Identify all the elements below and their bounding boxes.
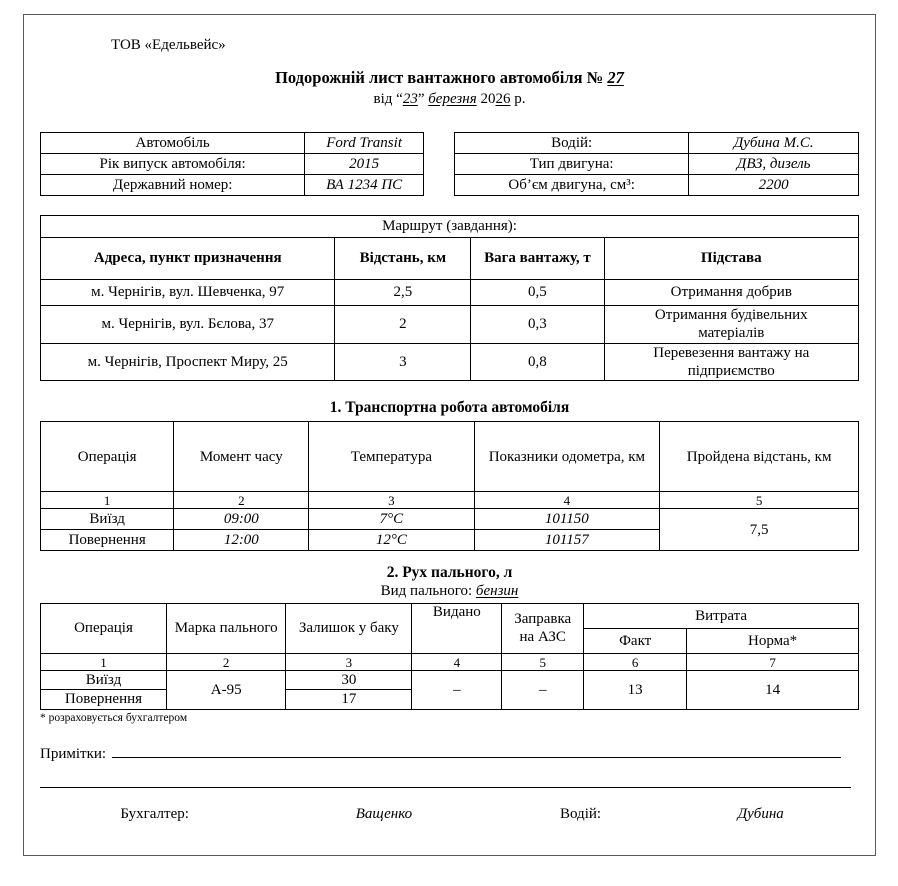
fuel-section-title: 2. Рух пального, л [386,564,513,582]
fuel-header-fact: Факт [584,629,687,654]
vehicle-row [41,133,424,154]
transport-header-temperature: Температура [309,422,474,492]
notes-blank-line-2 [40,787,851,788]
route-row [41,306,859,344]
transport-header-time: Момент часу [174,422,309,492]
fuel-header-operation: Операція [41,604,167,654]
vehicle-label: Автомобіль [41,133,305,154]
transport-cell-odometer: 101157 [474,530,660,551]
route-cell-address: м. Чернігів, вул. Бєлова, 37 [41,306,335,344]
fuel-cell-operation: Виїзд [41,671,167,690]
date-day: 23 [402,91,418,107]
driver-row [455,154,859,175]
fuel-table [40,603,859,710]
driver-label: Водій: [455,133,689,154]
fuel-header-consumption: Витрата [584,604,859,629]
fuel-row-departure [41,671,859,690]
fuel-section [40,603,859,710]
route-cell-address: м. Чернігів, Проспект Миру, 25 [41,343,335,381]
column-number: 1 [41,492,174,509]
fuel-cell-fact: 13 [584,671,687,710]
route-cell-reason: Отримання добрив [604,280,858,306]
fuel-cell-remaining: 17 [286,690,412,709]
driver-row [455,175,859,196]
signature-accountant-label: Бухгалтер: [120,805,189,822]
date-close-quote: ” [417,91,425,107]
driver-row [455,133,859,154]
transport-header-row [41,422,859,492]
route-cell-weight: 0,8 [471,343,604,381]
fuel-header-row-1 [41,604,859,629]
vehicle-value: ВА 1234 ПС [305,175,424,196]
transport-table [40,421,859,551]
document-title [40,68,859,88]
route-title-row [41,216,859,238]
route-cell-reason: Перевезення вантажу на підприємство [604,343,858,381]
transport-row-departure [41,509,859,530]
notes-label: Примітки: [40,745,107,762]
fuel-type-line [40,583,859,600]
column-number: 4 [412,654,502,671]
transport-cell-time: 09:00 [174,509,309,530]
signature-driver-label: Водій: [559,805,602,822]
driver-info-table [454,132,859,196]
route-cell-distance: 3 [335,343,471,381]
driver-value: 2200 [689,175,859,196]
fuel-type-label: Вид пального: [380,583,473,600]
route-cell-weight: 0,5 [471,280,604,306]
signature-driver-name: Дубина [737,805,784,822]
route-cell-weight: 0,3 [471,306,604,344]
notes-row [40,740,859,763]
column-number: 5 [660,492,859,509]
transport-header-distance: Пройдена відстань, км [660,422,859,492]
fuel-footnote: * розраховується бухгалтером [40,711,188,724]
fuel-header-issued: Видано [412,604,502,654]
route-cell-address: м. Чернігів, вул. Шевченка, 97 [41,280,335,306]
date-year-suffix: 26 [495,91,511,107]
fuel-header-brand: Марка пального [166,604,285,654]
fuel-header-refueled: Заправка на АЗС [502,604,584,654]
transport-section [40,421,859,551]
column-number: 1 [41,654,167,671]
vehicle-row [41,154,424,175]
driver-value: Дубина М.С. [689,133,859,154]
route-cell-distance: 2 [335,306,471,344]
fuel-cell-norm: 14 [687,671,859,710]
document-title-text: Подорожній лист вантажного автомобіля № [275,68,604,87]
driver-label: Об’єм двигуна, см³: [455,175,689,196]
vehicle-row [41,175,424,196]
vehicle-label: Рік випуск автомобіля: [41,154,305,175]
signature-accountant-name: Ващенко [355,805,413,822]
route-row [41,280,859,306]
fuel-column-numbers-row [41,654,859,671]
transport-cell-time: 12:00 [174,530,309,551]
fuel-cell-refueled: – [502,671,584,710]
route-header-address: Адреса, пункт призначення [41,238,335,280]
transport-cell-operation: Виїзд [41,509,174,530]
document-number: 27 [607,68,624,87]
route-header-reason: Підстава [604,238,858,280]
fuel-cell-remaining: 30 [286,671,412,690]
route-header-distance: Відстань, км [335,238,471,280]
company-name: ТОВ «Едельвейс» [111,37,226,53]
transport-cell-odometer: 101150 [474,509,660,530]
vehicle-info-table [40,132,424,196]
transport-cell-distance-total: 7,5 [660,509,859,551]
fuel-cell-brand: А-95 [166,671,285,710]
driver-value: ДВЗ, дизель [689,154,859,175]
transport-section-title: 1. Транспортна робота автомобіля [329,399,570,417]
header-info-tables [40,132,859,196]
column-number: 5 [502,654,584,671]
column-number: 2 [166,654,285,671]
column-number: 2 [174,492,309,509]
column-number: 6 [584,654,687,671]
route-row [41,343,859,381]
transport-header-odometer: Показники одометра, км [474,422,660,492]
fuel-cell-issued: – [412,671,502,710]
route-cell-distance: 2,5 [335,280,471,306]
vehicle-value: Ford Transit [305,133,424,154]
driver-label: Тип двигуна: [455,154,689,175]
transport-cell-operation: Повернення [41,530,174,551]
route-table [40,215,859,381]
route-header-weight: Вага вантажу, т [471,238,604,280]
column-number: 4 [474,492,660,509]
route-title: Маршрут (завдання): [41,216,859,238]
transport-cell-temperature: 12°С [309,530,474,551]
route-section [40,215,859,381]
transport-header-operation: Операція [41,422,174,492]
document-date [40,91,859,108]
transport-column-numbers-row [41,492,859,509]
column-number: 3 [309,492,474,509]
fuel-header-remaining: Залишок у баку [286,604,412,654]
date-tail: р. [514,91,526,107]
date-month: березня [428,91,477,107]
date-prefix: від “ [373,91,403,107]
waybill-sheet [23,14,876,856]
notes-blank-line [112,740,841,758]
fuel-header-norm: Норма* [687,629,859,654]
date-year-prefix: 20 [480,91,496,107]
column-number: 3 [286,654,412,671]
signatures-row [40,806,859,823]
route-header-row [41,238,859,280]
transport-cell-temperature: 7°С [309,509,474,530]
fuel-type-value: бензин [475,583,519,600]
route-cell-reason: Отримання будівельних матеріалів [604,306,858,344]
vehicle-value: 2015 [305,154,424,175]
vehicle-label: Державний номер: [41,175,305,196]
column-number: 7 [687,654,859,671]
fuel-cell-operation: Повернення [41,690,167,709]
